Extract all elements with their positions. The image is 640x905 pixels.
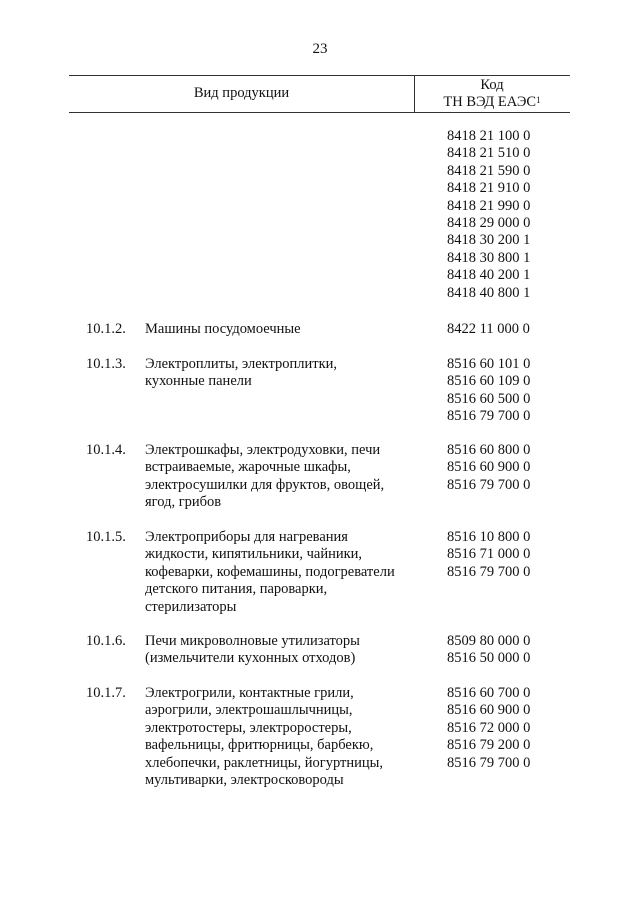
description-line: Электрогрили, контактные грили,: [145, 685, 354, 701]
tn-ved-code: 8516 50 000 0: [447, 650, 531, 667]
page-number: 23: [312, 41, 328, 57]
tn-ved-code: 8516 60 900 0: [447, 459, 531, 476]
tn-ved-code: 8516 71 000 0: [447, 546, 531, 563]
tn-ved-code: 8422 11 000 0: [447, 321, 530, 337]
table-header-top-rule: [69, 75, 570, 76]
description-line: ягод, грибов: [145, 494, 222, 511]
tn-ved-code: 8516 60 500 0: [447, 390, 531, 407]
tn-ved-code: 8418 30 800 1: [447, 249, 531, 266]
tn-ved-codes: [447, 321, 567, 338]
tn-ved-codes: [447, 442, 567, 494]
tn-ved-code: 8516 60 101 0: [447, 356, 531, 372]
description-line: мультиварки, электросковороды: [145, 771, 344, 788]
description-line: кухонные панели: [145, 373, 252, 390]
description-line: детского питания, пароварки,: [145, 581, 328, 598]
tn-ved-code: 8516 79 700 0: [447, 476, 531, 493]
description-line: (измельчители кухонных отходов): [145, 650, 356, 667]
description-line: Печи микроволновые утилизаторы: [145, 633, 360, 649]
tn-ved-code: 8418 29 000 0: [447, 214, 531, 231]
product-description: [145, 529, 415, 616]
description-line: Электроплиты, электроплитки,: [145, 356, 338, 372]
product-description: [145, 685, 415, 789]
product-description: [145, 442, 415, 512]
footnote-mark: 1: [536, 95, 541, 106]
tn-ved-code: 8418 21 100 0: [447, 128, 531, 144]
description-line: Электроприборы для нагревания: [145, 529, 348, 545]
header-code-line2: [414, 94, 570, 111]
description-line: стерилизаторы: [145, 598, 237, 615]
header-code-line1: Код: [480, 77, 504, 93]
tn-ved-code: 8418 30 200 1: [447, 232, 531, 249]
tn-ved-codes: [447, 356, 567, 426]
description-line: Машины посудомоечные: [145, 321, 301, 337]
tn-ved-code: 8509 80 000 0: [447, 633, 531, 649]
row-number: 10.1.3.: [86, 356, 126, 372]
description-line: Электрошкафы, электродуховки, печи: [145, 442, 381, 458]
tn-ved-codes: [447, 529, 567, 581]
product-description: [145, 633, 415, 668]
tn-ved-code: 8418 21 990 0: [447, 197, 531, 214]
row-number: 10.1.2.: [86, 321, 126, 337]
header-product-type: Вид продукции: [193, 85, 290, 101]
tn-ved-code: 8516 60 900 0: [447, 702, 531, 719]
tn-ved-code: 8418 40 800 1: [447, 284, 531, 301]
tn-ved-code: 8418 40 200 1: [447, 267, 531, 284]
description-line: жидкости, кипятильники, чайники,: [145, 546, 363, 563]
tn-ved-code: 8418 21 510 0: [447, 145, 531, 162]
header-code-line2-text: ТН ВЭД ЕАЭС: [443, 94, 537, 111]
tn-ved-code: 8516 60 800 0: [447, 442, 531, 458]
tn-ved-codes: [447, 685, 567, 772]
row-number: 10.1.7.: [86, 685, 126, 701]
table-header-bottom-rule: [69, 112, 570, 113]
row-number: 10.1.5.: [86, 529, 126, 545]
description-line: вафельницы, фритюрницы, барбекю,: [145, 737, 374, 754]
description-line: аэрогрили, электрошашлычницы,: [145, 702, 353, 719]
tn-ved-code: 8516 10 800 0: [447, 529, 531, 545]
tn-ved-code: 8418 21 590 0: [447, 162, 531, 179]
tn-ved-code: 8516 79 700 0: [447, 754, 531, 771]
description-line: кофеварки, кофемашины, подогреватели: [145, 563, 395, 580]
tn-ved-code: 8516 60 109 0: [447, 373, 531, 390]
tn-ved-code: 8516 79 700 0: [447, 408, 531, 425]
description-line: электротостеры, электроростеры,: [145, 719, 352, 736]
description-line: электросушилки для фруктов, овощей,: [145, 476, 385, 493]
row-number: 10.1.6.: [86, 633, 126, 649]
header-code: [414, 77, 570, 112]
tn-ved-code: 8418 21 910 0: [447, 180, 531, 197]
tn-ved-code: 8516 72 000 0: [447, 719, 531, 736]
description-line: встраиваемые, жарочные шкафы,: [145, 459, 351, 476]
row-number: 10.1.4.: [86, 442, 126, 458]
tn-ved-code: 8516 60 700 0: [447, 685, 531, 701]
product-description: [145, 321, 415, 338]
tn-ved-codes: [447, 633, 567, 668]
description-line: хлебопечки, раклетницы, йогуртницы,: [145, 754, 383, 771]
tn-ved-codes: [447, 128, 567, 302]
tn-ved-code: 8516 79 700 0: [447, 563, 531, 580]
tn-ved-code: 8516 79 200 0: [447, 737, 531, 754]
product-description: [145, 356, 415, 391]
